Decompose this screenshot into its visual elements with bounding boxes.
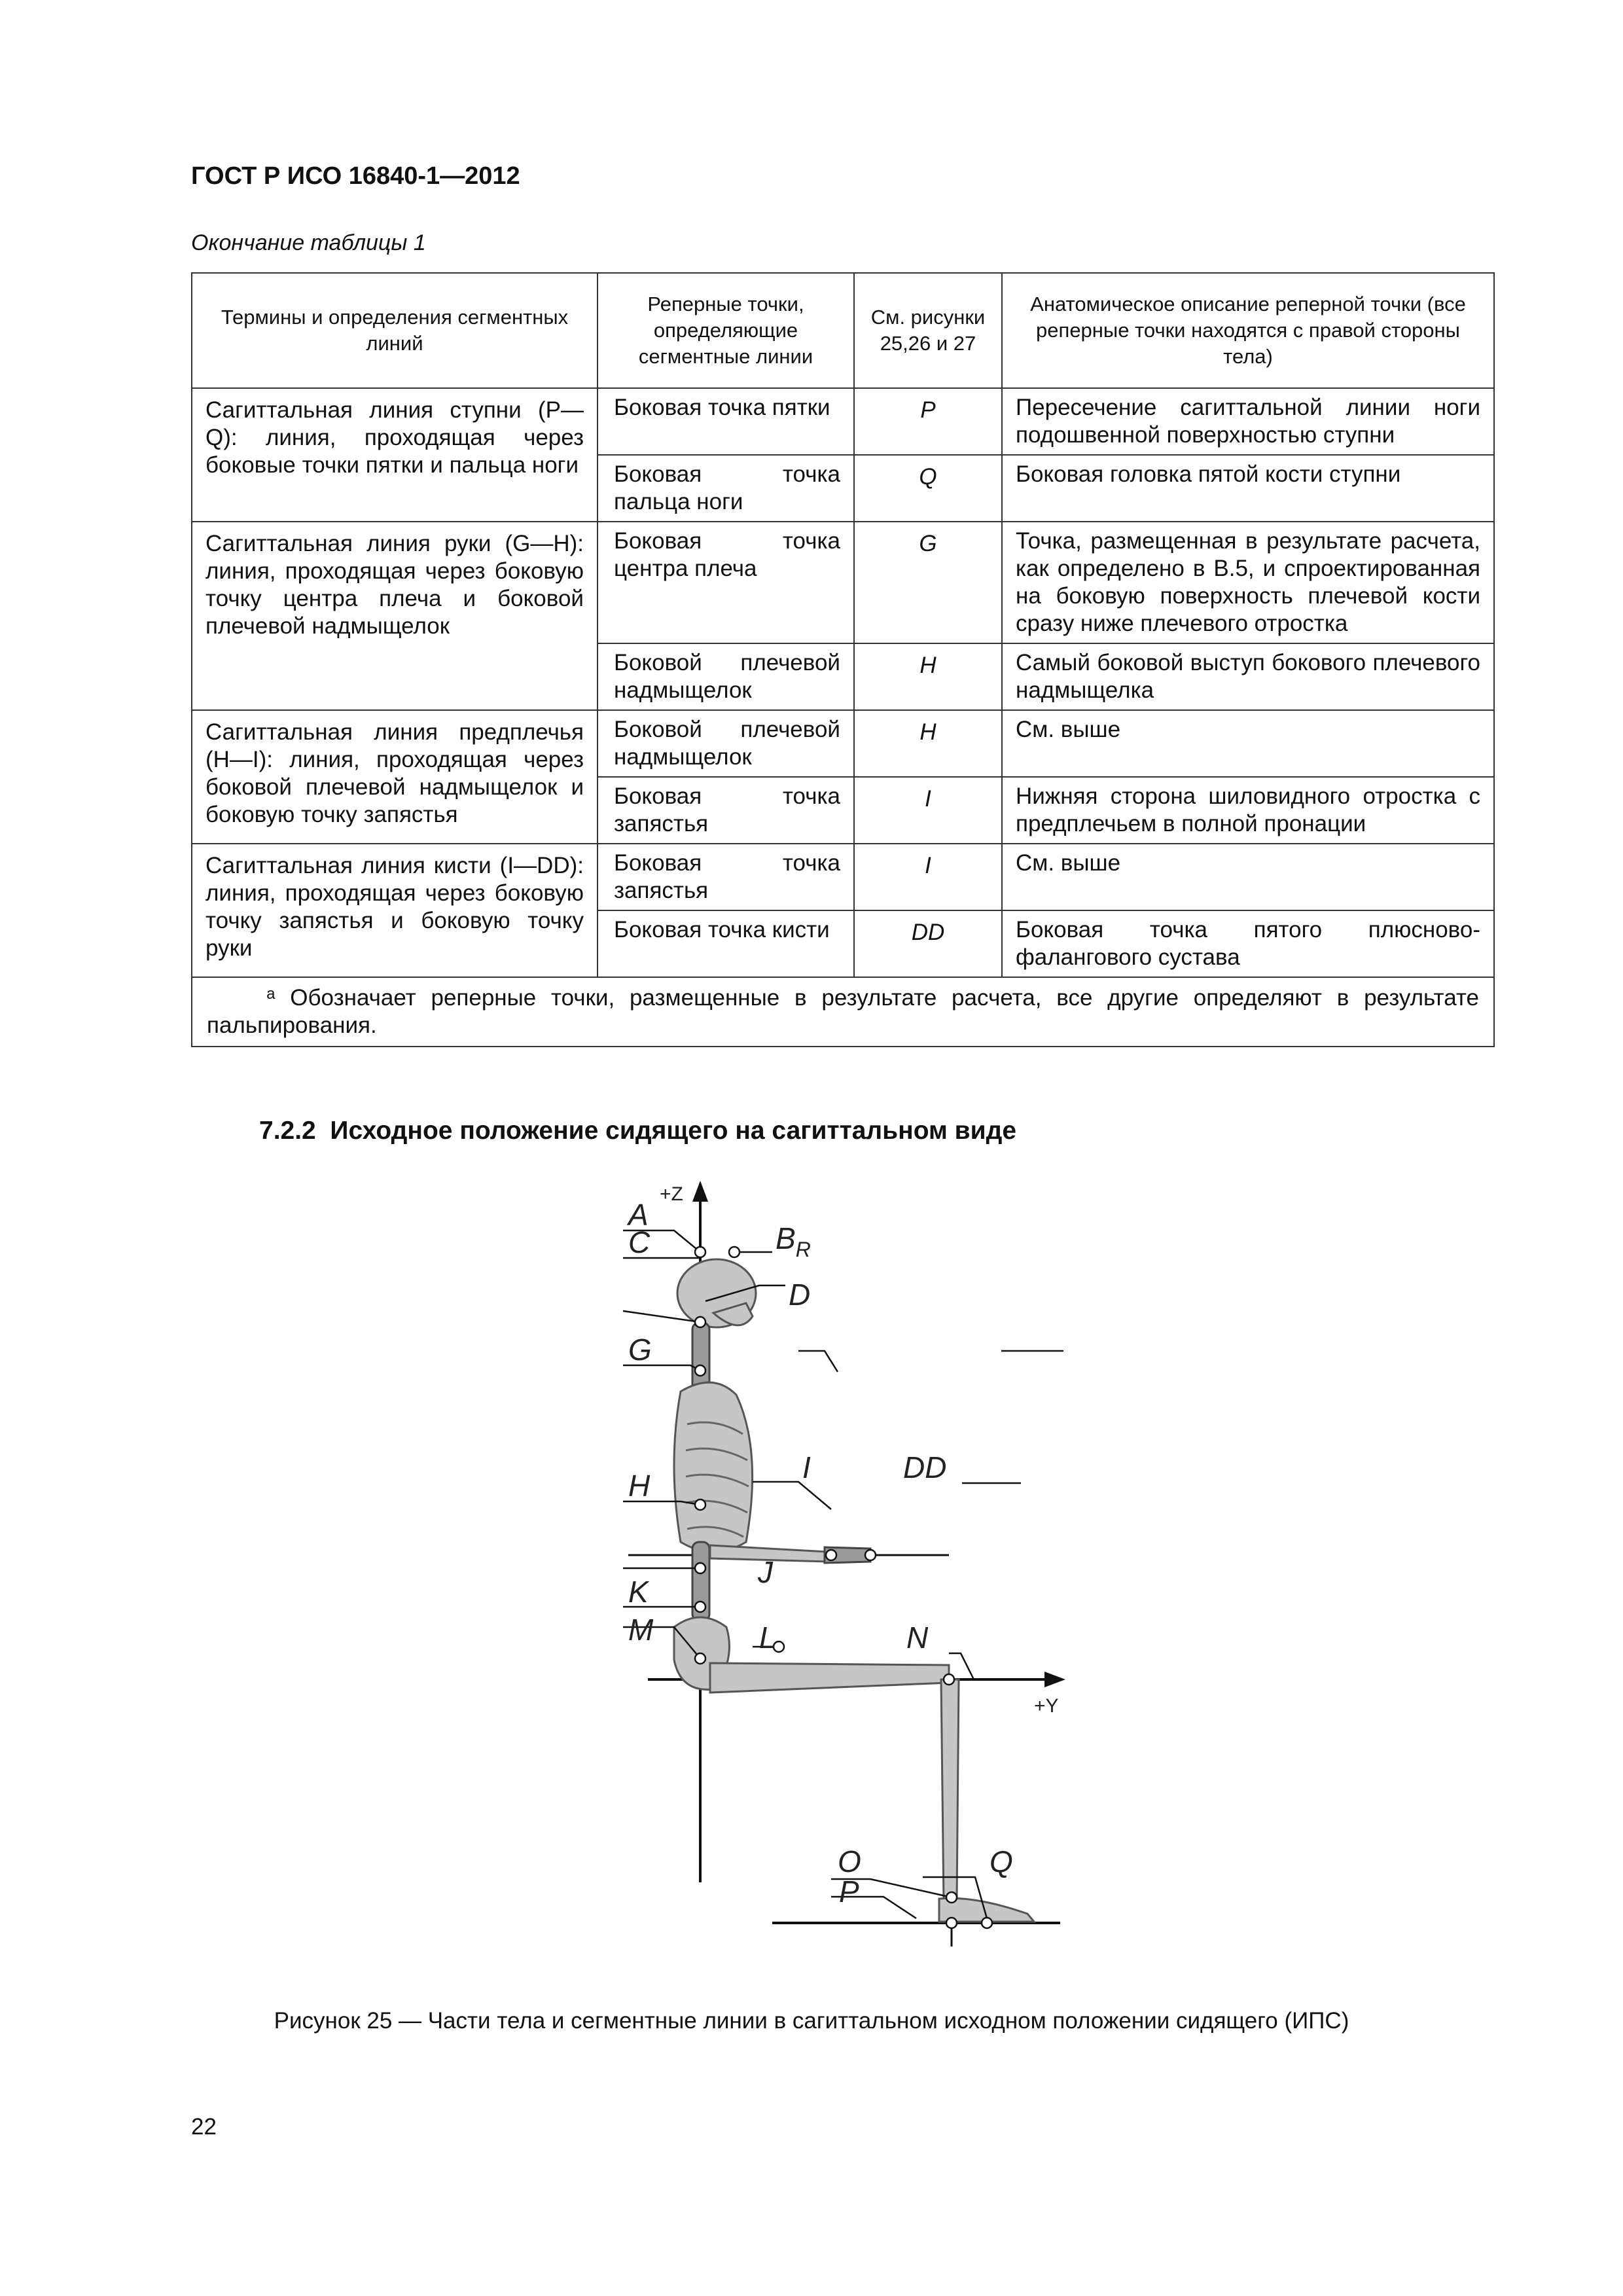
reference-point: Боковой плечевой надмыщелок	[597, 710, 854, 777]
label-q: Q	[990, 1844, 1013, 1878]
section-number: 7.2.2	[259, 1117, 316, 1145]
z-axis-arrow-icon	[692, 1181, 708, 1202]
tibia	[941, 1679, 959, 1902]
label-d: D	[789, 1278, 811, 1312]
label-dd: DD	[903, 1450, 947, 1484]
reference-point: Боковая точка запястья	[597, 844, 854, 910]
anatomical-description: См. выше	[1002, 710, 1494, 777]
figure-ref: H	[854, 643, 1002, 710]
segment-line-term: Сагиттальная линия руки (G—H): линия, проходящая через боковую точку центра плеча и боковой плечевой надмыщелок	[192, 522, 597, 710]
anatomical-description: Боковая точка пятого плюсново-фалангового сустава	[1002, 910, 1494, 977]
figure-ref: Q	[854, 455, 1002, 522]
table-row	[192, 844, 1494, 910]
table-footnote-row	[192, 977, 1494, 1047]
reference-points-table	[191, 272, 1495, 1047]
y-axis-label: +Y	[1034, 1695, 1059, 1717]
figure-ref: DD	[854, 910, 1002, 977]
table-row	[192, 522, 1494, 643]
label-h: H	[628, 1469, 651, 1503]
table-header-row	[192, 273, 1494, 388]
page-number: 22	[191, 2114, 217, 2140]
skeleton-illustration	[674, 1259, 1034, 1922]
label-j: J	[758, 1555, 773, 1589]
label-n: N	[906, 1621, 929, 1655]
section-title: Исходное положение сидящего на сагиттальном виде	[330, 1117, 1017, 1145]
femur	[710, 1663, 949, 1693]
label-p: P	[839, 1874, 859, 1909]
table-row	[192, 710, 1494, 777]
label-o: O	[838, 1844, 861, 1878]
figure-caption: Рисунок 25 — Части тела и сегментные линии в сагиттальном исходном положении сидящего (ИПС)	[274, 2008, 1349, 2034]
reference-markers	[623, 1230, 1063, 1928]
figure-ref: I	[854, 777, 1002, 844]
anatomical-description: См. выше	[1002, 844, 1494, 910]
label-b: $B_R$	[776, 1221, 811, 1261]
reference-point: Боковая точка пальца ноги	[597, 455, 854, 522]
section-heading	[259, 1117, 1016, 1145]
footnote-text: Обозначает реперные точки, размещенные в результате расчета, все другие определяют в результате пальпирования.	[207, 985, 1479, 1038]
reference-point: Боковая точка пятки	[597, 388, 854, 455]
label-g: G	[628, 1333, 652, 1367]
figure-ref: H	[854, 710, 1002, 777]
anatomical-description: Точка, размещенная в результате расчета, как определено в В.5, и спроектированная на боковую поверхность плечевой кости сразу ниже плечевого отростка	[1002, 522, 1494, 643]
seated-skeleton-figure	[582, 1175, 1132, 1974]
label-c: C	[628, 1225, 651, 1259]
column-header: Реперные точки, определяющие сегментные линии	[597, 273, 854, 388]
label-i: I	[802, 1450, 811, 1484]
reference-point: Боковая точка центра плеча	[597, 522, 854, 643]
reference-point: Боковая точка кисти	[597, 910, 854, 977]
label-k: K	[628, 1575, 649, 1609]
anatomical-description: Самый боковой выступ бокового плечевого надмыщелка	[1002, 643, 1494, 710]
anatomical-description: Боковая головка пятой кости ступни	[1002, 455, 1494, 522]
segment-line-term: Сагиттальная линия кисти (I—DD): линия, проходящая через боковую точку запястья и боковую точку руки	[192, 844, 597, 977]
z-axis-label: +Z	[660, 1183, 683, 1205]
label-a: A	[628, 1198, 649, 1232]
figure-ref: P	[854, 388, 1002, 455]
segment-line-term: Сагиттальная линия ступни (P—Q): линия, проходящая через боковые точки пятки и пальца ноги	[192, 388, 597, 522]
segment-line-term: Сагиттальная линия предплечья (H—I): линия, проходящая через боковой плечевой надмыщелок и боковую точку запястья	[192, 710, 597, 844]
anatomical-description: Пересечение сагиттальной линии ноги подошвенной поверхностью ступни	[1002, 388, 1494, 455]
reference-point: Боковой плечевой надмыщелок	[597, 643, 854, 710]
column-header: См. рисунки 25,26 и 27	[854, 273, 1002, 388]
document-header: ГОСТ Р ИСО 16840-1—2012	[191, 162, 520, 190]
y-axis-arrow-icon	[1044, 1672, 1065, 1687]
label-m: M	[628, 1613, 654, 1647]
table-row	[192, 388, 1494, 455]
figure-ref: I	[854, 844, 1002, 910]
footnote-mark: a	[266, 985, 276, 1003]
anatomical-description: Нижняя сторона шиловидного отростка с предплечьем в полной пронации	[1002, 777, 1494, 844]
label-l: L	[759, 1621, 776, 1655]
column-header: Анатомическое описание реперной точки (все реперные точки находятся с правой стороны тела)	[1002, 273, 1494, 388]
reference-point: Боковая точка запястья	[597, 777, 854, 844]
column-header: Термины и определения сегментных линий	[192, 273, 597, 388]
table-footnote	[192, 977, 1494, 1047]
table-caption: Окончание таблицы 1	[191, 230, 426, 255]
figure-ref: G	[854, 522, 1002, 643]
